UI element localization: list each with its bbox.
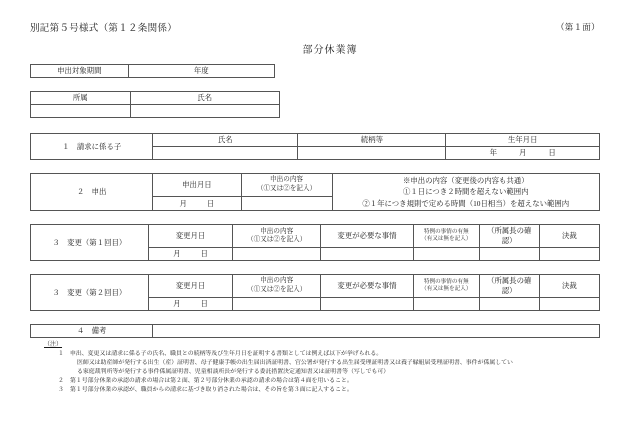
footnote-1-line-0: 申出、変更又は請求に係る子の氏名、職員との続柄等及び生年月日を証明する書類としては例えば以下が挙げられる。 [70,351,383,358]
change1-approval-header: 決裁 [539,225,599,248]
page-number-label: （第１面） [555,22,600,32]
child-relation-input[interactable] [298,147,446,160]
change1-special-header-line1: 特例の事情の有無 [423,229,469,236]
change2-special-header-line2: （有又は無を記入） [421,286,472,293]
remarks-table [30,324,600,338]
application-day-label: 日 [206,198,215,208]
table-row [31,105,280,118]
application-content-input[interactable] [241,197,332,211]
remarks-label: ４ 備考 [31,325,153,338]
change1-special-header [413,225,479,248]
footnote-item-1 [58,350,600,377]
change2-content-header [233,275,321,298]
footnote-body-2 [70,377,600,386]
footnote-1-line-1: 医師又は助産師が発行する出生（産）証明書、母子健康手帳の出生届出済証明書、官公署が発行する出生届受理証明書又は養子縁組届受理証明書、事件が係属してい [77,360,513,367]
change2-special-header [413,275,479,298]
change1-confirm-header: （所属長の確認） [479,225,539,248]
table-row [31,174,600,197]
footnote-number-1: １ [58,351,64,358]
birthdate-month-label: 月 [518,148,527,157]
application-period-table [30,64,275,78]
change2-special-input[interactable] [413,298,479,311]
change2-approval-header: 決裁 [539,275,599,298]
child-name-header: 氏名 [153,134,298,147]
footnotes-heading: （注） [44,342,63,349]
change1-reason-header: 変更が必要な事情 [320,225,413,248]
child-relation-header: 続柄等 [298,134,446,147]
table-row [31,134,600,147]
footnote-2-line-0: 第１号部分休業の承認の請求の場合は第２面、第２号部分休業の承認の請求の場合は第４面を用いること。 [70,377,353,384]
table-row [31,275,600,298]
table-row [31,92,280,105]
change2-approval-input[interactable] [539,298,599,311]
child-name-input[interactable] [153,147,298,160]
application-period-value[interactable]: 年度 [128,65,274,78]
child-birthdate-header: 生年月日 [446,134,600,147]
change2-content-header-line1: 申出の内容 [260,277,294,285]
remarks-input[interactable] [153,325,600,338]
change2-content-input[interactable] [233,298,321,311]
change2-day-label: 日 [200,299,208,309]
document-title: 部分休業簿 [302,45,358,56]
footnote-body-3 [70,386,600,395]
change-section-table-2 [30,274,600,311]
footnote-1-line-2: る家庭裁判所等が発行する事件係属証明書、児童相談所長が発行する委託措置決定通知書又は証明書等（写しでも可） [77,369,390,376]
change1-content-header-line2: （①又は②を記入） [247,236,307,244]
change2-confirm-input[interactable] [479,298,539,311]
footnote-body-1 [70,350,600,377]
change1-special-input[interactable] [413,248,479,261]
change2-date-input[interactable] [148,298,233,311]
affiliation-header: 所属 [31,92,131,105]
change2-reason-input[interactable] [320,298,413,311]
change1-content-header-line1: 申出の内容 [260,227,294,235]
birthdate-year-label: 年 [489,148,497,157]
footnote-item-2 [58,377,600,386]
page-header [30,20,600,34]
change2-date-header: 変更月日 [148,275,233,298]
application-section-table [30,173,600,211]
application-date-header: 申出月日 [153,174,241,197]
application-note-line-1: ①１日につき２時間を超えない範囲内 [403,187,529,197]
application-content-notes [332,174,599,211]
affiliation-input[interactable] [31,105,131,118]
application-period-label: 申出対象期間 [31,65,129,78]
application-date-input[interactable] [153,197,241,211]
footnotes [30,341,600,394]
application-note-line-0: ※申出の内容（変更後の内容も共通） [402,176,529,185]
change1-date-input[interactable] [148,248,233,261]
footnote-3-line-0: 第１号部分休業の承認が、職員からの請求に基づき取り消された場合は、その旨を第３面に記入すること。 [70,386,353,393]
table-row [31,65,275,78]
affiliation-table [30,91,280,118]
change-section-table-1 [30,224,600,261]
change1-section-label: ３ 変更（第１回目） [31,225,149,261]
change2-content-header-line2: （①又は②を記入） [247,286,307,294]
application-content-header [241,174,332,197]
change2-month-label: 月 [173,299,181,309]
child-section-label: １ 請求に係る子 [31,134,153,160]
employee-name-header: 氏名 [130,92,279,105]
table-row [31,325,600,338]
change1-content-header [233,225,321,248]
employee-name-input[interactable] [130,105,279,118]
change1-reason-input[interactable] [320,248,413,261]
change2-special-header-line1: 特例の事情の有無 [423,279,469,286]
form-code-label: 別記第５号様式（第１２条関係） [30,24,178,34]
footnote-number-2: ２ [58,377,64,384]
child-birthdate-input[interactable] [446,147,600,160]
application-month-label: 月 [179,198,187,208]
birthdate-day-label: 日 [548,148,556,157]
change1-day-label: 日 [200,249,208,259]
application-note-line-2: ②１年につき規則で定める時間（10日相当）を超えない範囲内 [362,198,570,208]
change1-confirm-input[interactable] [479,248,539,261]
change1-month-label: 月 [173,249,181,259]
table-row [31,225,600,248]
change2-reason-header: 変更が必要な事情 [320,275,413,298]
child-section-table [30,133,600,160]
change1-date-header: 変更月日 [148,225,233,248]
change2-confirm-header: （所属長の確認） [479,275,539,298]
application-content-header-line2: （①又は②を記入） [256,185,317,192]
footnote-item-3 [58,386,600,395]
change1-approval-input[interactable] [539,248,599,261]
change1-special-header-line2: （有又は無を記入） [421,236,472,243]
change2-section-label: ３ 変更（第２回目） [31,275,149,311]
application-content-header-line1: 申出の内容 [270,176,304,184]
application-section-label: ２ 申出 [31,174,153,211]
footnote-number-3: ３ [58,386,64,393]
change1-content-input[interactable] [233,248,321,261]
